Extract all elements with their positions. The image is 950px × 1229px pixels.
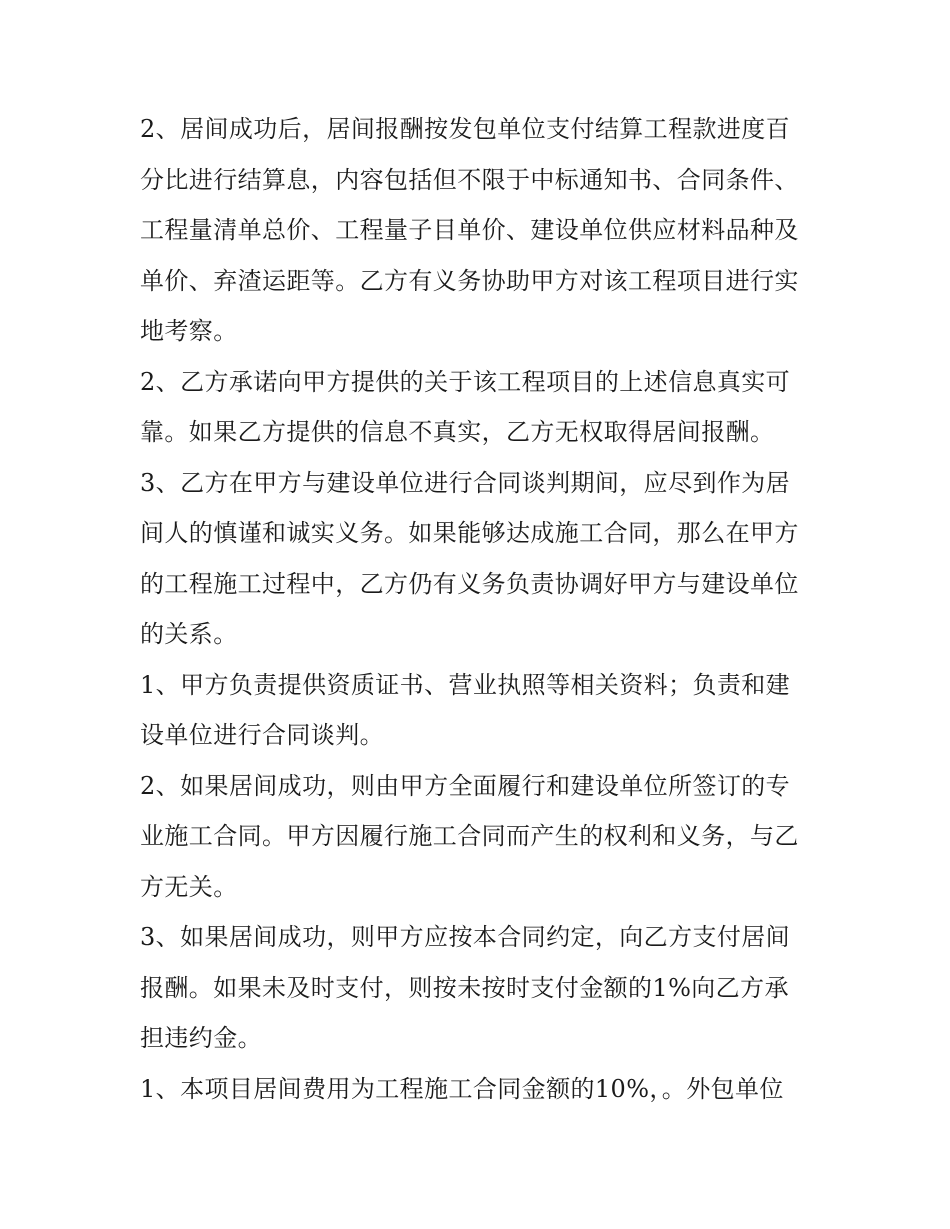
text-line: 的关系。 <box>140 620 238 648</box>
text-line: 靠。如果乙方提供的信息不真实，乙方无权取得居间报酬。 <box>140 418 775 446</box>
text-line: 1、本项目居间费用为工程施工合同金额的10%，。外包单位 <box>140 1074 784 1103</box>
text-line: 担违约金。 <box>140 1024 262 1052</box>
text-line: 3、如果居间成功，则甲方应按本合同约定，向乙方支付居间 <box>140 923 791 951</box>
document-body <box>140 104 830 1114</box>
text-line: 单价、弃渣运距等。乙方有义务协助甲方对该工程项目进行实 <box>140 266 799 295</box>
text-line: 间人的慎谨和诚实义务。如果能够达成施工合同，那么在甲方 <box>140 519 799 547</box>
text-line: 1、甲方负责提供资质证书、营业执照等相关资料；负责和建 <box>140 670 791 699</box>
text-line: 2、如果居间成功，则由甲方全面履行和建设单位所签订的专 <box>140 771 791 800</box>
text-line: 工程量清单总价、工程量子目单价、建设单位供应材料品种及 <box>140 216 799 244</box>
text-line: 分比进行结算息，内容包括但不限于中标通知书、合同条件、 <box>140 165 799 194</box>
text-line: 地考察。 <box>140 317 238 345</box>
text-line: 方无关。 <box>140 872 238 901</box>
text-line: 设单位进行合同谈判。 <box>140 721 384 749</box>
text-line: 业施工合同。甲方因履行施工合同而产生的权利和义务，与乙 <box>140 822 799 850</box>
text-line: 报酬。如果未及时支付，则按未按时支付金额的1%向乙方承 <box>140 973 789 1002</box>
text-line: 3、乙方在甲方与建设单位进行合同谈判期间，应尽到作为居 <box>140 468 791 497</box>
text-line: 2、乙方承诺向甲方提供的关于该工程项目的上述信息真实可 <box>140 367 791 396</box>
text-line: 的工程施工过程中，乙方仍有义务负责协调好甲方与建设单位 <box>140 569 799 598</box>
text-line: 2、居间成功后，居间报酬按发包单位支付结算工程款进度百 <box>140 115 791 143</box>
